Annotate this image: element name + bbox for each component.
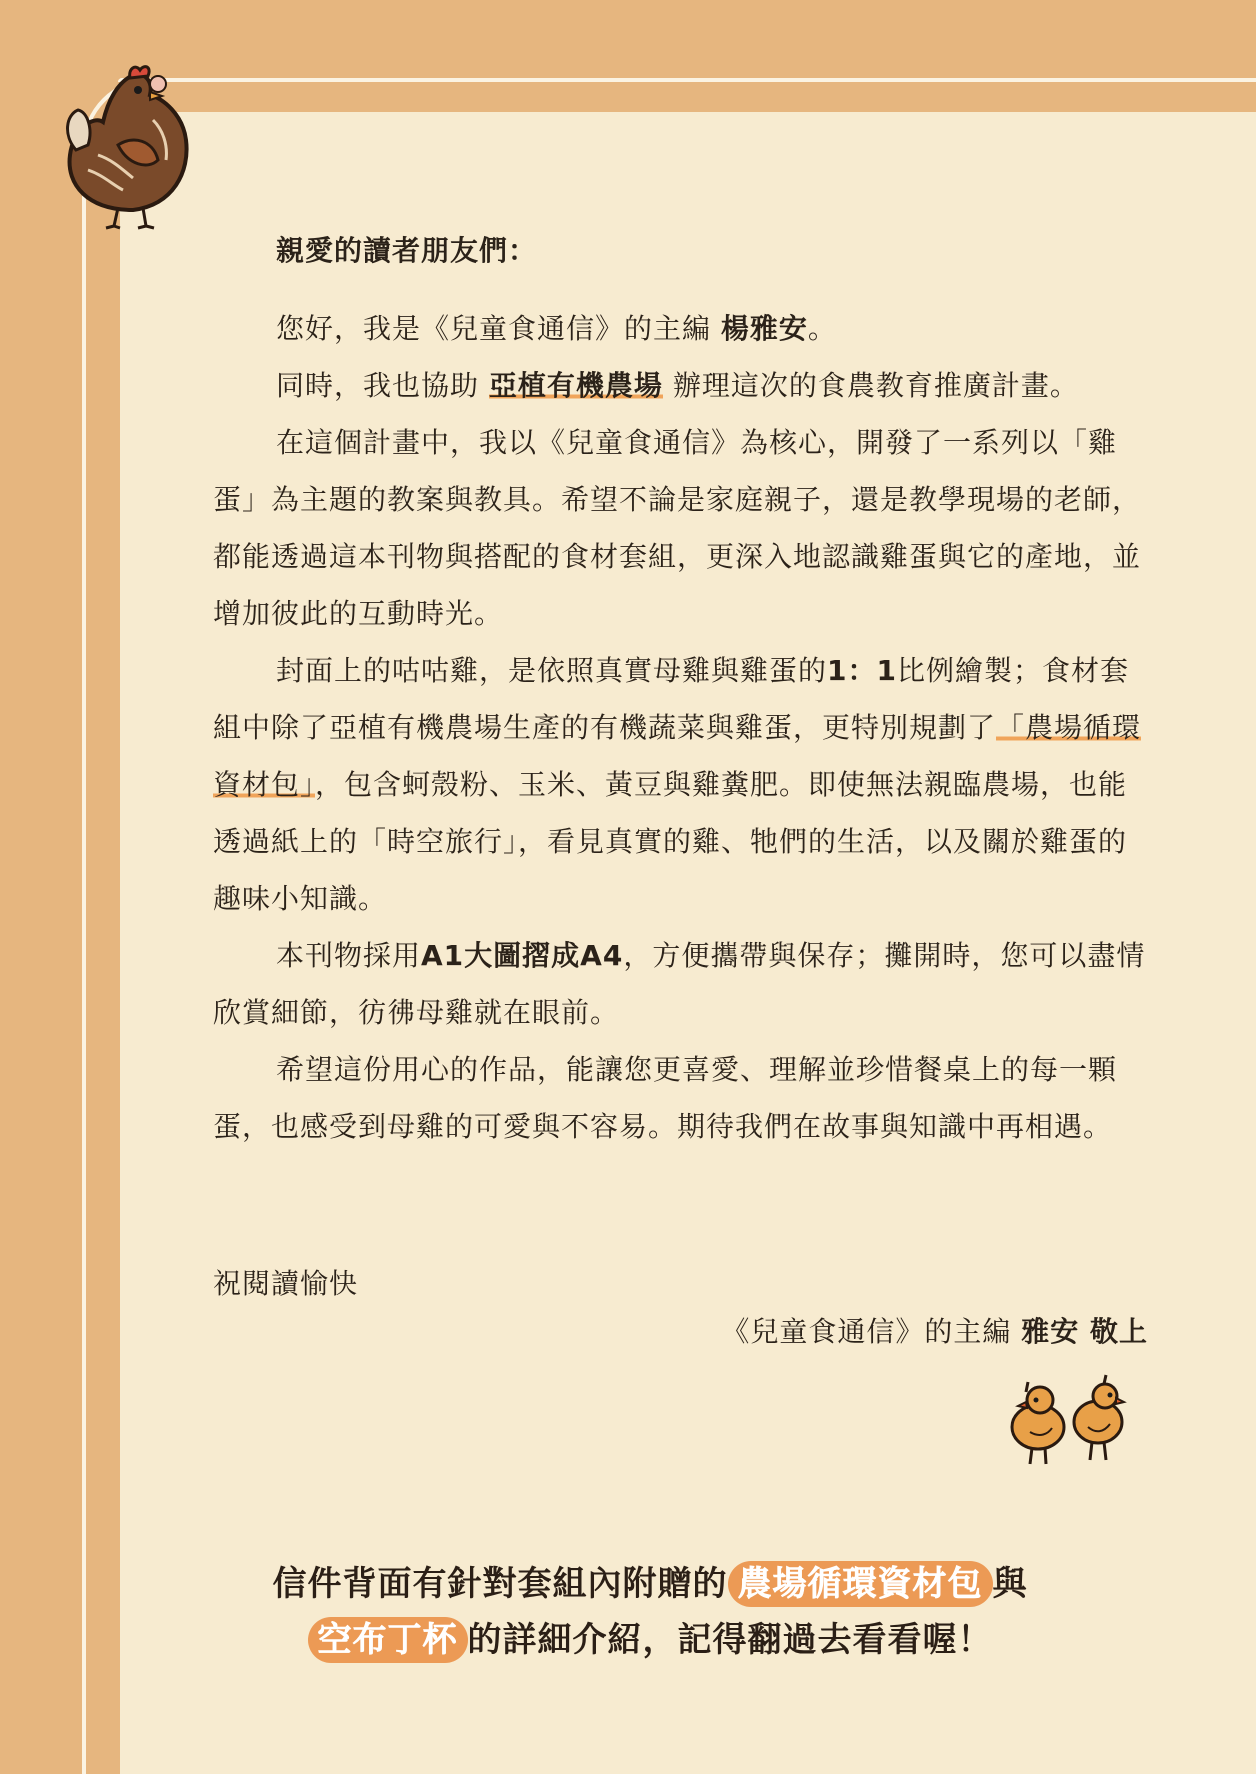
print-format: A1大圖摺成A4 — [421, 939, 624, 972]
greeting: 親愛的讀者朋友們： — [276, 234, 538, 267]
paragraph-2-text: 同時，我也協助 — [276, 369, 489, 402]
signature-name: 雅安 敬上 — [1021, 1315, 1148, 1348]
notice-text-3: 的詳細介紹，記得翻過去看看喔！ — [467, 1620, 993, 1660]
paragraph-4 — [213, 642, 1148, 927]
highlight-material-pack: 農場循環資材包 — [728, 1561, 993, 1607]
farm-name: 亞植有機農場 — [488, 369, 663, 402]
paragraph-4-text: 封面上的咕咕雞，是依照真實母雞與雞蛋的 — [276, 654, 828, 687]
frame-line-top — [118, 78, 1256, 82]
paragraph-1-end: 。 — [807, 312, 837, 345]
frame-line-left — [82, 190, 86, 1774]
paragraph-5-end: ，方便攜帶與保存；攤開時，您可以盡情欣賞細節，彷彿母雞就在眼前。 — [213, 939, 1146, 1029]
paragraph-5 — [213, 927, 1148, 1041]
editor-name: 楊雅安 — [720, 312, 808, 345]
closing-line: 祝閱讀愉快 — [213, 1267, 359, 1300]
chicks-icon — [1000, 1372, 1140, 1472]
signature — [213, 1303, 1148, 1360]
paragraph-6: 希望這份用心的作品，能讓您更喜愛、理解並珍惜餐桌上的每一顆蛋，也感受到母雞的可愛與不容易。期待我們在故事與知識中再相遇。 — [213, 1053, 1118, 1143]
paragraph-2-end: 辦理這次的食農教育推廣計畫。 — [662, 369, 1079, 402]
paragraph-5-text: 本刊物採用 — [276, 939, 422, 972]
paragraph-3: 在這個計畫中，我以《兒童食通信》為核心，開發了一系列以「雞蛋」為主題的教案與教具。希望不論是家庭親子，還是教學現場的老師，都能透過這本刊物與搭配的食材套組，更深入地認識雞蛋與它的產地，並增加彼此的互動時光。 — [213, 426, 1142, 630]
paragraph-2 — [213, 357, 1148, 414]
letter-body — [213, 300, 1148, 1155]
paragraph-4-mid: 比例繪製；食材套組中除了亞植有機農場生產的有機蔬菜與雞蛋，更特別規劃了 — [213, 654, 1129, 744]
material-pack-name: 「農場循環資材包」 — [213, 711, 1142, 801]
paragraph-1 — [213, 300, 1148, 357]
paragraph-1-text: 您好，我是《兒童食通信》的主編 — [276, 312, 721, 345]
signature-title: 《兒童食通信》的主編 — [721, 1315, 1022, 1348]
highlight-pudding-cup: 空布丁杯 — [308, 1617, 468, 1663]
back-side-notice — [180, 1556, 1120, 1668]
notice-text-2: 與 — [992, 1564, 1028, 1604]
paragraph-4-end: ，包含蚵殼粉、玉米、黃豆與雞糞肥。即使無法親臨農場，也能透過紙上的「時空旅行」，看見真實的雞、牠們的生活，以及關於雞蛋的趣味小知識。 — [213, 768, 1128, 915]
notice-text-1: 信件背面有針對套組內附贈的 — [272, 1564, 728, 1604]
hen-icon — [58, 60, 208, 230]
scale-ratio: 1：1 — [827, 654, 897, 687]
